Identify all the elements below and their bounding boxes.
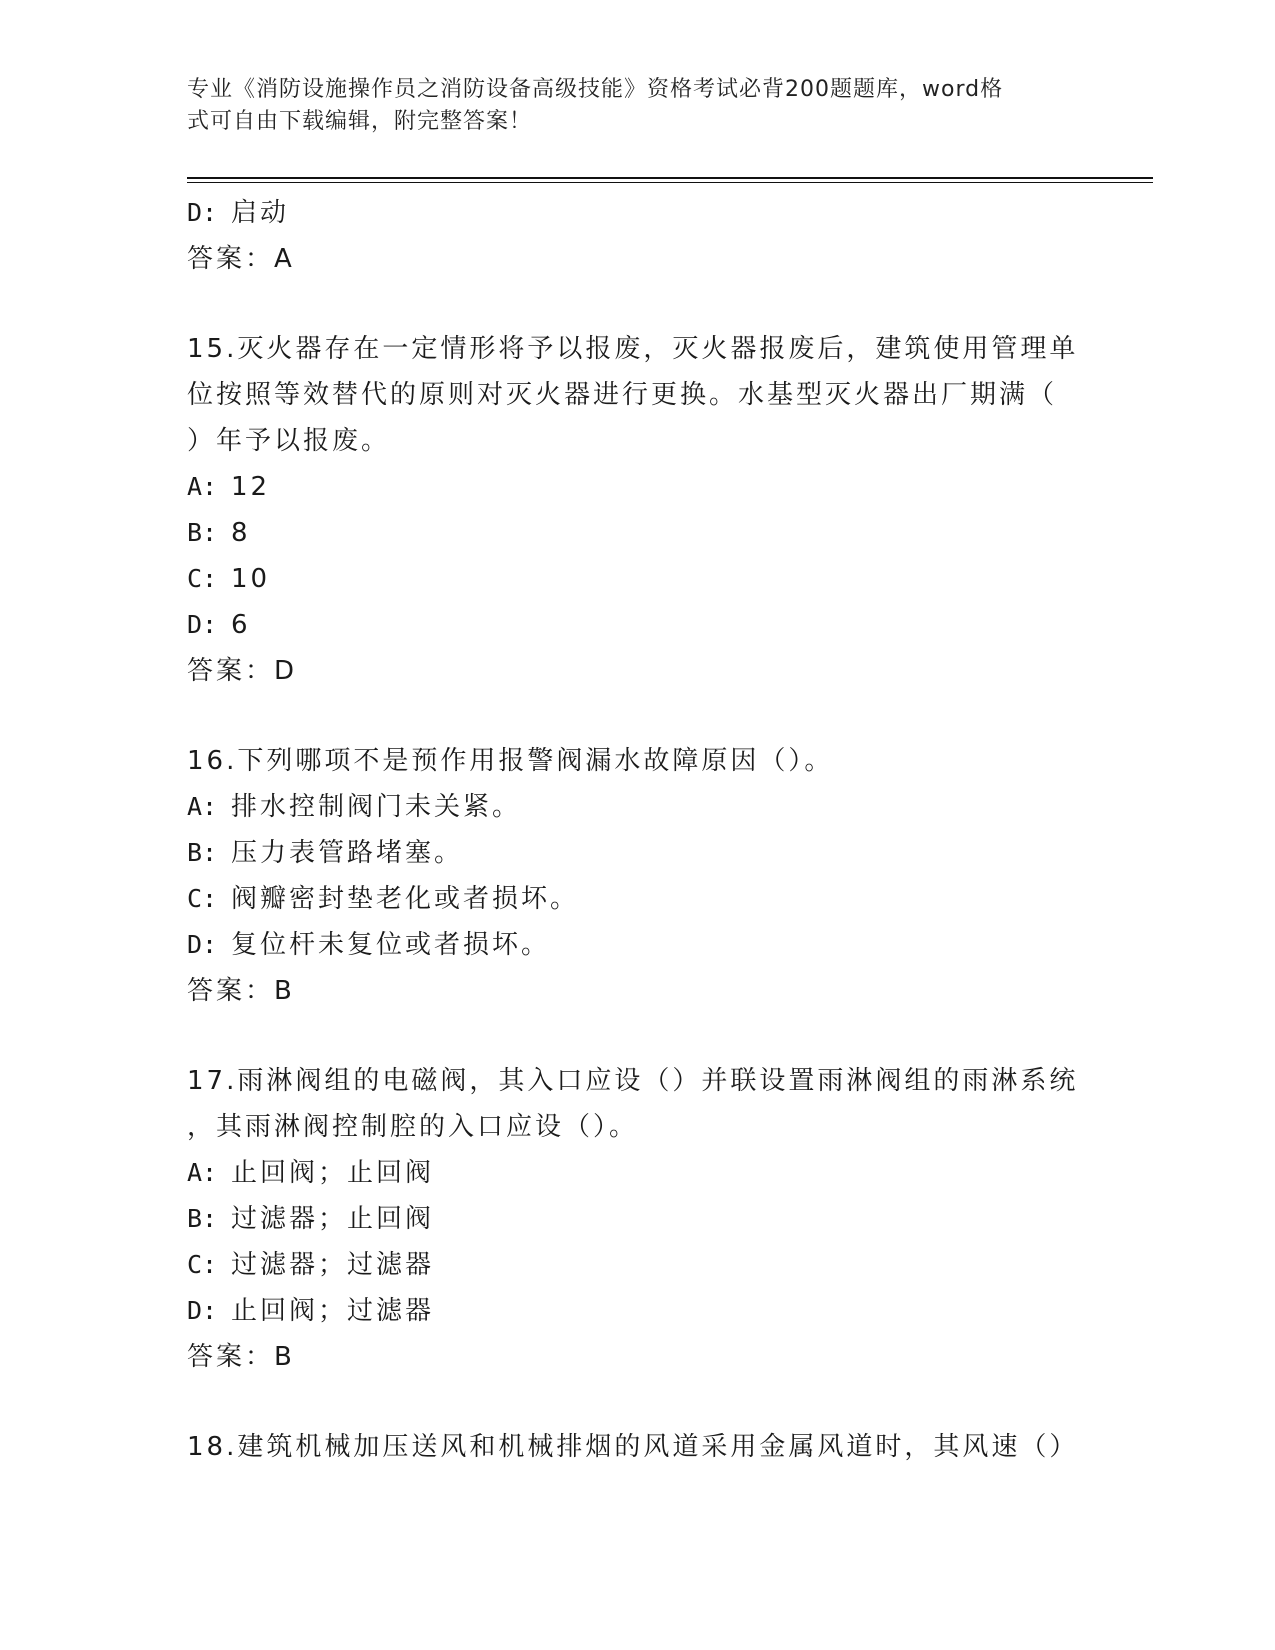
option-letter: D:	[187, 1296, 218, 1325]
question-list	[187, 190, 1087, 1470]
answer-value: D	[274, 656, 295, 686]
option-letter: D:	[187, 610, 218, 639]
option-letter: B:	[187, 838, 218, 867]
option-b	[187, 830, 1087, 876]
option-letter: C:	[187, 884, 218, 913]
question-15	[187, 326, 1087, 694]
option-c	[187, 876, 1087, 922]
option-letter: D:	[187, 198, 218, 227]
answer-label: 答案：	[187, 244, 275, 274]
answer	[187, 968, 1087, 1014]
prev-answer	[187, 236, 1087, 282]
option-text: 启动	[231, 198, 290, 228]
question-stem-line: 17.雨淋阀组的电磁阀，其入口应设（）并联设置雨淋阀组的雨淋系统	[187, 1066, 1079, 1096]
header-line-2: 式可自由下载编辑，附完整答案！	[187, 109, 533, 134]
option-letter: A:	[187, 472, 218, 501]
answer	[187, 1334, 1087, 1380]
option-text: 10	[231, 564, 271, 594]
option-c	[187, 1242, 1087, 1288]
option-d	[187, 922, 1087, 968]
option-text: 过滤器；过滤器	[231, 1250, 435, 1280]
answer-label: 答案：	[187, 656, 275, 686]
question-stem-line: 15.灭火器存在一定情形将予以报废，灭火器报废后，建筑使用管理单	[187, 334, 1079, 364]
option-letter: B:	[187, 1204, 218, 1233]
answer-value: B	[274, 1342, 292, 1372]
option-text: 复位杆未复位或者损坏。	[231, 930, 551, 960]
header-rule-thick	[187, 177, 1153, 179]
answer	[187, 648, 1087, 694]
answer-label: 答案：	[187, 1342, 275, 1372]
option-b	[187, 510, 1087, 556]
option-a	[187, 464, 1087, 510]
option-text: 阀瓣密封垫老化或者损坏。	[231, 884, 580, 914]
header-rule-thin	[187, 182, 1153, 183]
option-text: 12	[231, 472, 271, 502]
question-16	[187, 738, 1087, 1014]
option-d	[187, 602, 1087, 648]
option-letter: D:	[187, 930, 218, 959]
question-18	[187, 1424, 1087, 1470]
option-text: 过滤器；止回阀	[231, 1204, 435, 1234]
page-header	[187, 74, 1067, 138]
option-letter: B:	[187, 518, 218, 547]
option-letter: A:	[187, 1158, 218, 1187]
option-text: 排水控制阀门未关紧。	[231, 792, 522, 822]
option-a	[187, 1150, 1087, 1196]
option-c	[187, 556, 1087, 602]
question-stem-line: ）年予以报废。	[187, 426, 391, 456]
option-letter: A:	[187, 792, 218, 821]
option-b	[187, 1196, 1087, 1242]
option-text: 8	[231, 518, 251, 548]
option-text: 压力表管路堵塞。	[231, 838, 464, 868]
question-stem-line: 16.下列哪项不是预作用报警阀漏水故障原因（）。	[187, 746, 834, 776]
answer-value: B	[274, 976, 292, 1006]
question-stem-line: 18.建筑机械加压送风和机械排烟的风道采用金属风道时，其风速（）	[187, 1432, 1079, 1462]
question-17	[187, 1058, 1087, 1380]
option-letter: C:	[187, 1250, 218, 1279]
answer-label: 答案：	[187, 976, 275, 1006]
prev-option-d	[187, 190, 1087, 236]
question-stem-line: 位按照等效替代的原则对灭火器进行更换。水基型灭火器出厂期满（	[187, 380, 1058, 410]
option-text: 6	[231, 610, 251, 640]
option-letter: C:	[187, 564, 218, 593]
option-text: 止回阀；止回阀	[231, 1158, 435, 1188]
option-d	[187, 1288, 1087, 1334]
answer-value: A	[274, 244, 292, 274]
header-line-1: 专业《消防设施操作员之消防设备高级技能》资格考试必背200题题库，word格	[187, 77, 1004, 102]
question-stem-line: ，其雨淋阀控制腔的入口应设（）。	[187, 1112, 639, 1142]
option-a	[187, 784, 1087, 830]
option-text: 止回阀；过滤器	[231, 1296, 435, 1326]
